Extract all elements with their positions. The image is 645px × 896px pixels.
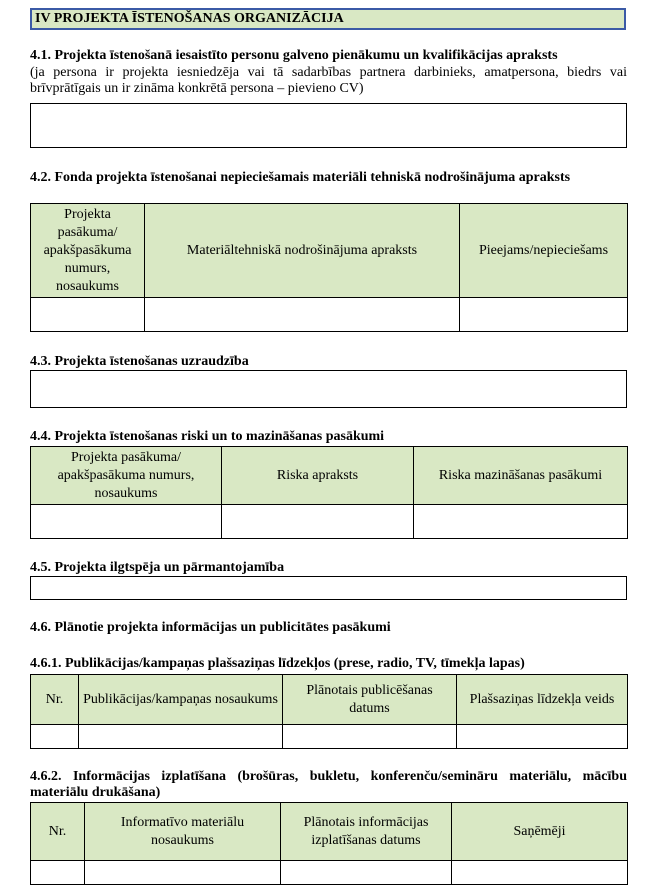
section-4-5-input[interactable]: [30, 576, 627, 600]
section-header: IV PROJEKTA ĪSTENOŠANAS ORGANIZĀCIJA: [30, 8, 626, 30]
table-cell[interactable]: [414, 505, 628, 539]
table-cell[interactable]: [31, 861, 85, 885]
section-4-5-title: 4.5. Projekta ilgtspēja un pārmantojamība: [30, 560, 285, 575]
section-4-1-input[interactable]: [30, 103, 627, 148]
table-cell[interactable]: [460, 298, 628, 332]
publications-table: [30, 674, 628, 749]
table-cell[interactable]: [281, 861, 452, 885]
distribution-header-date: Plānotais informācijas izplatīšanas datums: [281, 803, 452, 861]
material-header-activity: Projekta pasākuma/ apakšpasākuma numurs, nosaukums: [31, 204, 145, 298]
table-cell[interactable]: [85, 861, 281, 885]
table-cell[interactable]: [31, 298, 145, 332]
section-4-3-title: 4.3. Projekta īstenošanas uzraudzība: [30, 354, 249, 369]
section-4-3-input[interactable]: [30, 370, 627, 408]
material-header-description: Materiāltehniskā nodrošinājuma apraksts: [145, 204, 460, 298]
section-4-4-title: 4.4. Projekta īstenošanas riski un to mazināšanas pasākumi: [30, 429, 385, 444]
section-4-1-title: 4.1. Projekta īstenošanā iesaistīto personu galveno pienākumu un kvalifikācijas apraksts: [30, 48, 558, 63]
table-cell[interactable]: [457, 725, 628, 749]
risk-table: [30, 446, 628, 539]
table-cell[interactable]: [222, 505, 414, 539]
section-4-6-2-title: 4.6.2. Informācijas izplatīšana (brošūras, bukletu, konferenču/semināru materiālu, mācību materiālu drukāšana): [30, 769, 627, 800]
material-table: [30, 203, 628, 332]
table-cell[interactable]: [31, 505, 222, 539]
table-cell[interactable]: [79, 725, 283, 749]
publications-header-name: Publikācijas/kampaņas nosaukums: [79, 675, 283, 725]
section-4-2-title: 4.2. Fonda projekta īstenošanai nepieciešamais materiāli tehniskā nodrošinājuma apraksts: [30, 170, 571, 185]
distribution-header-recipients: Saņēmēji: [452, 803, 628, 861]
section-4-6-title: 4.6. Plānotie projekta informācijas un publicitātes pasākumi: [30, 620, 391, 635]
table-row: [31, 861, 628, 885]
table-cell[interactable]: [31, 725, 79, 749]
table-row: [31, 725, 628, 749]
material-header-availability: Pieejams/nepieciešams: [460, 204, 628, 298]
table-row: [31, 505, 628, 539]
risk-header-description: Riska apraksts: [222, 447, 414, 505]
table-cell[interactable]: [283, 725, 457, 749]
publications-header-media: Plašsaziņas līdzekļa veids: [457, 675, 628, 725]
publications-header-nr: Nr.: [31, 675, 79, 725]
distribution-header-name: Informatīvo materiālu nosaukums: [85, 803, 281, 861]
risk-header-activity: Projekta pasākuma/ apakšpasākuma numurs, nosaukums: [31, 447, 222, 505]
table-row: [31, 298, 628, 332]
section-4-6-1-title: 4.6.1. Publikācijas/kampaņas plašsaziņas līdzekļos (prese, radio, TV, tīmekļa lapas): [30, 656, 525, 671]
distribution-header-nr: Nr.: [31, 803, 85, 861]
section-4-1-note: (ja persona ir projekta iesniedzēja vai tā sadarbības partnera darbinieks, amatpersona, biedrs vai brīvprātīgais un ir zināma konkrētā persona – pievieno CV): [30, 65, 627, 96]
risk-header-mitigation: Riska mazināšanas pasākumi: [414, 447, 628, 505]
distribution-table: [30, 802, 628, 885]
table-cell[interactable]: [452, 861, 628, 885]
table-cell[interactable]: [145, 298, 460, 332]
publications-header-date: Plānotais publicēšanas datums: [283, 675, 457, 725]
